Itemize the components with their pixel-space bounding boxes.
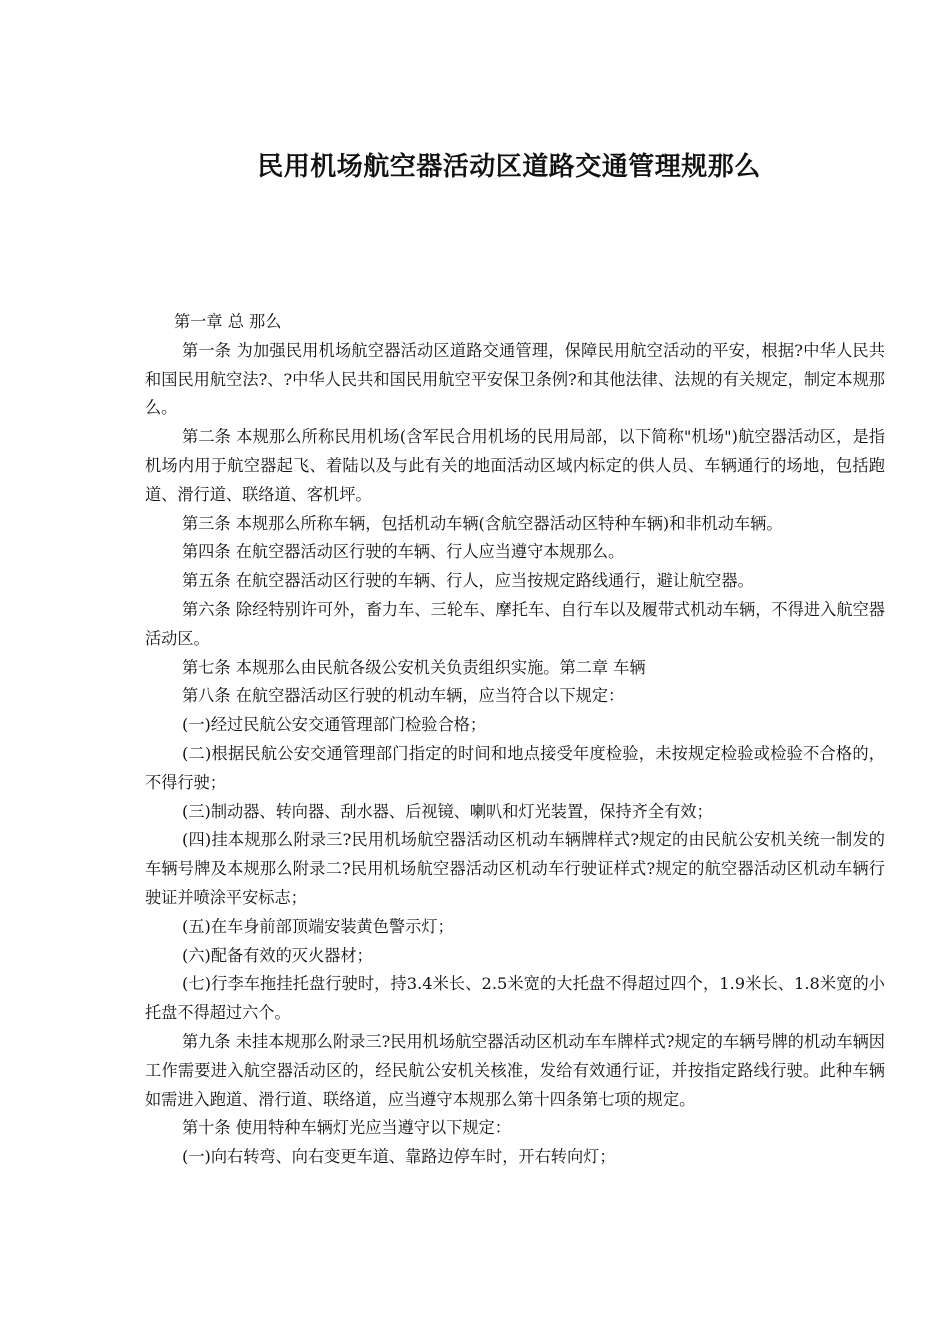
document-title: 民用机场航空器活动区道路交通管理规那么	[257, 152, 761, 182]
list-item: (五)在车身前部顶端安装黄色警示灯；	[182, 916, 454, 936]
article-paragraph: 第十条 使用特种车辆灯光应当遵守以下规定：	[182, 1118, 511, 1138]
list-item: (一)向右转弯、向右变更车道、靠路边停车时，开右转向灯；	[182, 1147, 616, 1167]
document-body	[145, 308, 885, 1172]
article-paragraph: 第三条 本规那么所称车辆，包括机动车辆(含航空器活动区特种车辆)和非机动车辆。	[182, 513, 783, 533]
article-paragraph: 第二条 本规那么所称民用机场(含军民合用机场的民用局部，以下简称"机场")航空器活动区，是指机场内用于航空器起飞、着陆以及与此有关的地面活动区域内标定的供人员、车辆通行的场地，包括跑道、滑行道、联络道、客机坪。	[145, 427, 885, 504]
list-item: (六)配备有效的灭火器材；	[182, 945, 373, 965]
list-item: (四)挂本规那么附录三?民用机场航空器活动区机动车辆牌样式?规定的由民航公安机关统一制发的车辆号牌及本规那么附录二?民用机场航空器活动区机动车行驶证样式?规定的航空器活动区机动车辆行驶证并喷涂平安标志；	[145, 830, 885, 907]
list-item: (三)制动器、转向器、刮水器、后视镜、喇叭和灯光装置，保持齐全有效；	[182, 801, 713, 821]
article-paragraph: 第五条 在航空器活动区行驶的车辆、行人，应当按规定路线通行，避让航空器。	[182, 571, 754, 591]
list-item: (二)根据民航公安交通管理部门指定的时间和地点接受年度检验，未按规定检验或检验不合格的，不得行驶；	[145, 743, 885, 792]
list-item: (一)经过民航公安交通管理部门检验合格；	[182, 715, 487, 735]
article-paragraph: 第四条 在航空器活动区行驶的车辆、行人应当遵守本规那么。	[182, 542, 625, 562]
article-paragraph: 第八条 在航空器活动区行驶的机动车辆，应当符合以下规定：	[182, 686, 625, 706]
article-paragraph: 第一条 为加强民用机场航空器活动区道路交通管理，保障民用航空活动的平安，根据?中华人民共和国民用航空法?、?中华人民共和国民用航空平安保卫条例?和其他法律、法规的有关规定，制定本规那么。	[145, 340, 885, 418]
article-paragraph: 第六条 除经特别许可外，畜力车、三轮车、摩托车、自行车以及履带式机动车辆，不得进入航空器活动区。	[145, 599, 885, 648]
article-paragraph: 第九条 未挂本规那么附录三?民用机场航空器活动区机动车车牌样式?规定的车辆号牌的机动车辆因工作需要进入航空器活动区的，经民航公安机关核准，发给有效通行证，并按指定路线行驶。此种车辆如需进入跑道、滑行道、联络道，应当遵守本规那么第十四条第七项的规定。	[145, 1031, 885, 1109]
article-paragraph: 第七条 本规那么由民航各级公安机关负责组织实施。第二章 车辆	[182, 657, 646, 677]
list-item: (七)行李车拖挂托盘行驶时，持3.4米长、2.5米宽的大托盘不得超过四个，1.9米长、1.8米宽的小托盘不得超过六个。	[145, 974, 885, 1023]
chapter-heading: 第一章 总 那么	[174, 312, 282, 331]
